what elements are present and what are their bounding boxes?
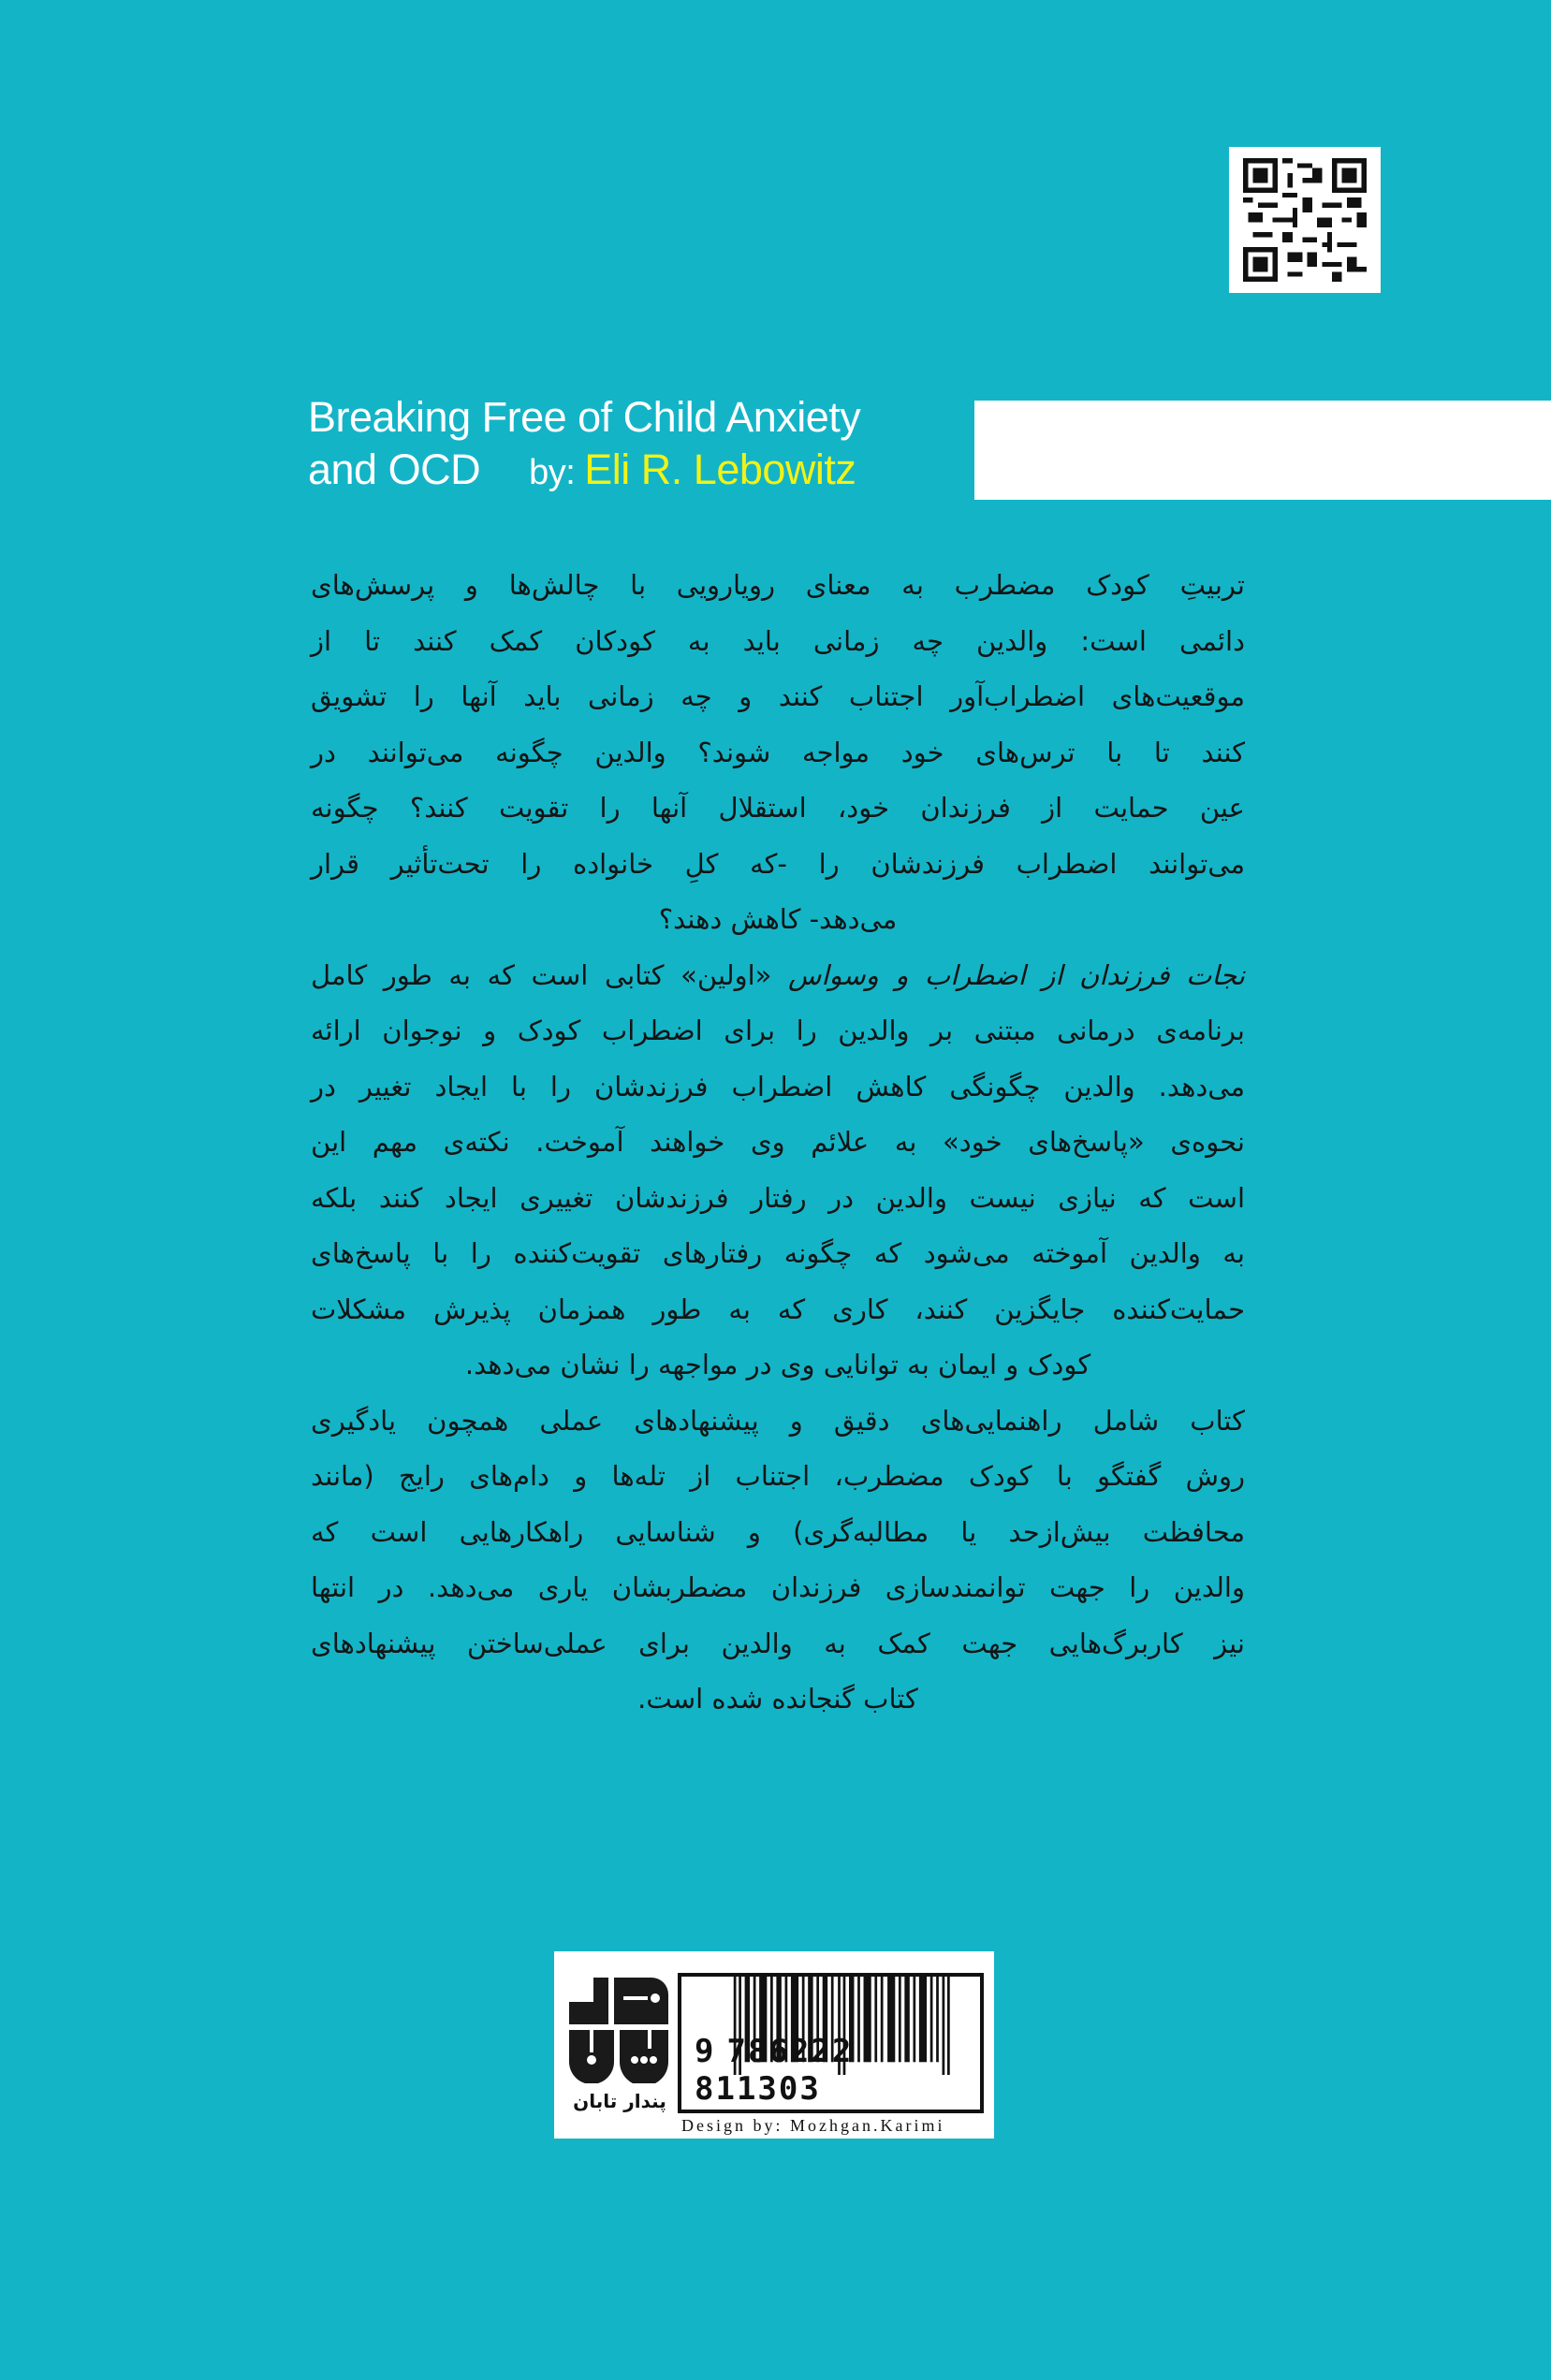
text-line: تربیتِ کودک مضطرب به معنای رویارویی با چالش‌ها و پرسش‌های <box>311 569 1245 601</box>
isbn-last-digits: 811303 <box>695 2070 821 2108</box>
text-line <box>311 948 1245 1004</box>
text-line: روش گفتگو با کودک مضطرب، اجتناب از تله‌ها و دام‌های رایج (مانند <box>311 1460 1245 1492</box>
text-line: برنامه‌ی درمانی مبتنی بر والدین را برای اضطراب کودک و نوجوان ارائه <box>311 1015 1245 1046</box>
qr-code <box>1229 147 1381 293</box>
text-line: کتاب شامل راهنمایی‌های دقیق و پیشنهادهای عملی همچون یادگیری <box>311 1404 1245 1437</box>
text-line: عین حمایت از فرزندان خود، استقلال آنها را تقویت کنند؟ چگونه <box>311 792 1245 824</box>
text-line: است که نیازی نیست والدین در رفتار فرزندشان تغییری ایجاد کنند بلکه <box>311 1181 1245 1214</box>
by-label: by: <box>529 453 576 492</box>
text-line: کنند تا با ترس‌های خود مواجه شوند؟ والدین چگونه می‌توانند در <box>311 736 1245 768</box>
book-title-persian: نجات فرزندان از اضطراب و وسواس <box>787 958 1245 991</box>
text-line: موقعیت‌های اضطراب‌آور اجتناب کنند و چه زمانی باید آنها را تشویق <box>311 680 1245 712</box>
isbn-first-digit: 9 <box>695 2033 716 2070</box>
qr-code-icon <box>1242 158 1368 282</box>
text-line: به والدین آموخته می‌شود که چگونه رفتارهای تقویت‌کننده را با پاسخ‌های <box>311 1237 1245 1269</box>
isbn-number <box>695 2033 980 2108</box>
title-line-1: Breaking Free of Child Anxiety <box>308 393 861 441</box>
book-description <box>311 558 1245 1728</box>
text-line: کتاب گنجانده شده است. <box>637 1683 918 1715</box>
isbn-mid-digits: 786222 <box>726 2033 854 2070</box>
text-line: می‌دهد. والدین چگونگی کاهش اضطراب فرزندشان را با ایجاد تغییر در <box>311 1070 1245 1102</box>
text-line: دائمی است: والدین چه زمانی باید به کودکان کمک کنند تا از <box>311 624 1245 657</box>
text-line: حمایت‌کننده جایگزین کنند، کاری که به طور همزمان پذیرش مشکلات <box>311 1292 1245 1325</box>
publisher-logo-icon <box>567 1976 670 2083</box>
isbn-barcode <box>678 1973 984 2113</box>
text-line: والدین را جهت توانمندسازی فرزندان مضطربشان یاری می‌دهد. در انتها <box>311 1571 1245 1603</box>
text-line: کودک و ایمان به توانایی وی در مواجهه را نشان می‌دهد. <box>464 1349 1091 1380</box>
title-line-2 <box>308 444 860 499</box>
text-line: می‌توانند اضطراب فرزندشان را -که کلِ خانواده را تحت‌تأثیر قرار <box>311 847 1245 880</box>
publisher-name: پندار تابان <box>573 2090 666 2112</box>
text-line: نیز کاربرگ‌هایی جهت کمک به والدین برای عملی‌ساختن پیشنهادهای <box>311 1627 1245 1659</box>
text-line-rest: «اولین» کتابی است که به طور کامل <box>311 958 772 991</box>
title-ocd: and OCD <box>308 445 481 493</box>
author-name: Eli R. Lebowitz <box>584 445 856 493</box>
text-line: می‌دهد- کاهش دهند؟ <box>658 903 898 935</box>
white-band <box>974 401 1551 500</box>
text-line: محافظت بیش‌ازحد یا مطالبه‌گری) و شناسایی راهکارهایی است که <box>311 1515 1245 1548</box>
design-credit: Design by: Mozhgan.Karimi <box>681 2116 945 2135</box>
barcode-panel <box>554 1951 994 2139</box>
text-line: نحوه‌ی «پاسخ‌های خود» به علائم وی خواهند آموخت. نکته‌ی مهم این <box>311 1126 1245 1158</box>
english-title <box>308 391 860 499</box>
